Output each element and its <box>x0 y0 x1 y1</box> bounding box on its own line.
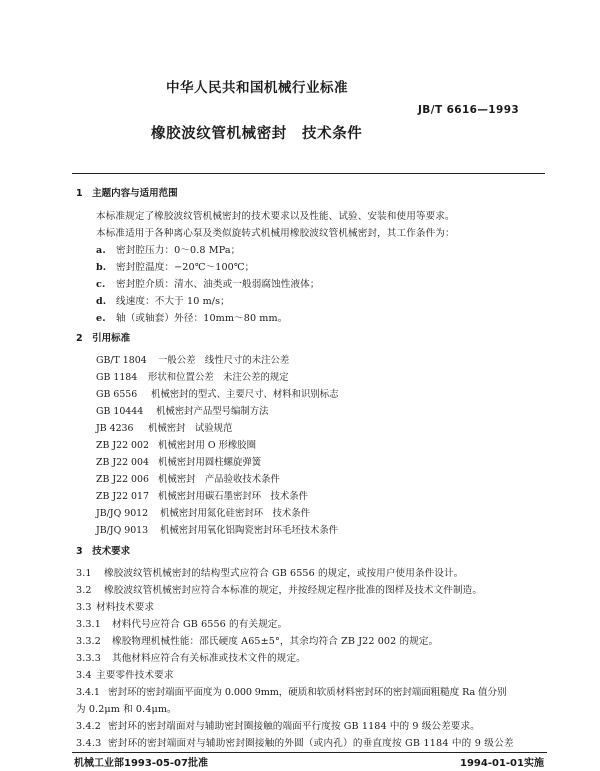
clause-text: 密封环的密封端面平面度为 0.000 9mm，硬质和软质材料密封环的密封端面粗糙度 Ra 值分别 <box>108 687 507 698</box>
clause-line <box>76 650 306 664</box>
condition-label: b. <box>96 262 107 273</box>
reference-title: 机械密封用 O 形橡胶圈 <box>158 440 257 451</box>
reference-code: GB 1184 <box>96 372 138 383</box>
reference-item <box>96 505 310 519</box>
condition-item <box>96 293 230 307</box>
reference-code: ZB J22 004 <box>96 457 149 468</box>
clause-number: 3.4 <box>76 670 92 681</box>
clause-number: 3.3.1 <box>76 619 101 630</box>
reference-item <box>96 369 289 383</box>
clause-number: 3.3 <box>76 602 92 613</box>
clause-line <box>76 599 154 613</box>
reference-title: 机械密封用圆柱螺旋弹簧 <box>158 457 262 468</box>
clause-text: 材料技术要求 <box>96 602 155 613</box>
clause-line <box>76 616 287 630</box>
section-1-paragraph-1: 本标准规定了橡胶波纹管机械密封的技术要求以及性能、试验、安装和使用等要求。 <box>96 211 455 222</box>
condition-text: 密封腔温度：−20℃～100℃； <box>116 262 255 273</box>
reference-title: 机械密封用氮化硅密封环 技术条件 <box>160 508 311 519</box>
reference-title: 形状和位置公差 未注公差的规定 <box>148 372 289 383</box>
condition-text: 轴（或轴套）外径：10mm～80 mm。 <box>116 313 288 324</box>
national-standard-title: 中华人民共和国机械行业标准 <box>166 80 348 96</box>
reference-title: 机械密封的型式、主要尺寸、材料和识别标志 <box>151 389 339 400</box>
clause-text: 其他材料应符合有关标准或技术文件的规定。 <box>112 653 306 664</box>
section-1-paragraph-2: 本标准适用于各种离心泵及类似旋转式机械用橡胶波纹管机械密封，其工作条件为： <box>96 228 455 239</box>
clause-number: 3.3.2 <box>76 636 101 647</box>
reference-item <box>96 471 280 485</box>
clause-text: 密封环的密封端面对与辅助密封圈接触的端面平行度按 GB 1184 中的 9 级公差要求。 <box>108 721 480 732</box>
reference-item <box>96 352 289 366</box>
clause-number: 3.4.1 <box>76 687 100 698</box>
clause-line <box>76 735 514 749</box>
clause-text: 橡胶物理机械性能：邵氏硬度 A65±5°，其余均符合 ZB J22 002 的规定。 <box>112 636 439 647</box>
clause-text: 材料代号应符合 GB 6556 的有关规定。 <box>112 619 288 630</box>
reference-title: 机械密封产品型号编制方法 <box>156 406 269 417</box>
clause-text: 主要零件技术要求 <box>96 670 174 681</box>
footer-rule <box>72 752 547 753</box>
reference-item <box>96 488 308 502</box>
reference-code: ZB J22 006 <box>96 474 149 485</box>
clause-line <box>76 582 482 596</box>
condition-label: d. <box>96 296 107 307</box>
reference-code: ZB J22 017 <box>96 491 149 502</box>
clause-number: 3.1 <box>76 568 92 579</box>
clause-number: 3.4.2 <box>76 721 101 732</box>
clause-number: 3.2 <box>76 585 92 596</box>
clause-text: 为 0.2μm 和 0.4μm。 <box>76 704 177 715</box>
section-3-heading: 3 技术要求 <box>76 546 131 557</box>
clause-line <box>76 565 463 579</box>
reference-code: GB 10444 <box>96 406 144 417</box>
approval-date: 机械工业部1993-05-07批准 <box>74 758 208 769</box>
condition-label: a. <box>96 245 106 256</box>
condition-text: 密封腔压力：0～0.8 MPa； <box>116 245 241 256</box>
reference-item <box>96 454 261 468</box>
reference-item <box>96 437 256 451</box>
reference-item <box>96 403 269 417</box>
reference-title: 机械密封用氧化铝陶瓷密封环毛坯技术条件 <box>160 525 339 536</box>
clause-number: 3.3.3 <box>76 653 101 664</box>
document-title: 橡胶波纹管机械密封 技术条件 <box>151 126 363 142</box>
reference-title: 机械密封 试验规范 <box>148 423 233 434</box>
header-rule <box>72 173 545 174</box>
reference-code: JB 4236 <box>96 423 134 434</box>
reference-item <box>96 386 339 400</box>
clause-line <box>76 718 480 732</box>
reference-code: ZB J22 002 <box>96 440 149 451</box>
standard-code: JB/T 6616—1993 <box>418 104 520 116</box>
clause-line <box>76 633 438 647</box>
condition-item <box>96 242 240 256</box>
section-1-heading: 1 主题内容与适用范围 <box>76 188 178 199</box>
reference-code: GB/T 1804 <box>96 355 147 366</box>
clause-line <box>76 684 507 698</box>
implementation-date: 1994-01-01实施 <box>460 758 544 769</box>
reference-code: JB/JQ 9012 <box>96 508 149 519</box>
condition-item <box>96 276 320 290</box>
clause-number: 3.4.3 <box>76 738 102 749</box>
reference-title: 机械密封用碳石墨密封环 技术条件 <box>158 491 309 502</box>
condition-label: c. <box>96 279 106 290</box>
reference-title: 一般公差 线性尺寸的未注公差 <box>158 355 290 366</box>
clause-line <box>76 667 174 681</box>
condition-text: 密封腔介质：清水、油类或一般弱腐蚀性液体； <box>116 279 320 290</box>
reference-code: GB 6556 <box>96 389 138 400</box>
section-2-heading: 2 引用标准 <box>76 333 131 344</box>
clause-text: 橡胶波纹管机械密封的结构型式应符合 GB 6556 的规定，或按用户使用条件设计。 <box>104 568 464 579</box>
condition-text: 线速度：不大于 10 m/s； <box>116 296 230 307</box>
reference-code: JB/JQ 9013 <box>96 525 149 536</box>
condition-item <box>96 259 254 273</box>
condition-label: e. <box>96 313 106 324</box>
condition-item <box>96 310 287 324</box>
reference-item <box>96 420 232 434</box>
reference-title: 机械密封 产品验收技术条件 <box>158 474 280 485</box>
clause-text: 橡胶波纹管机械密封应符合本标准的规定，并按经规定程序批准的图样及技术文件制造。 <box>104 585 483 596</box>
clause-text: 密封环的密封端面对与辅助密封圈接触的外圆（或内孔）的垂直度按 GB 1184 中的 9 级公差 <box>108 738 514 749</box>
clause-line-continued <box>76 701 177 715</box>
reference-item <box>96 522 338 536</box>
